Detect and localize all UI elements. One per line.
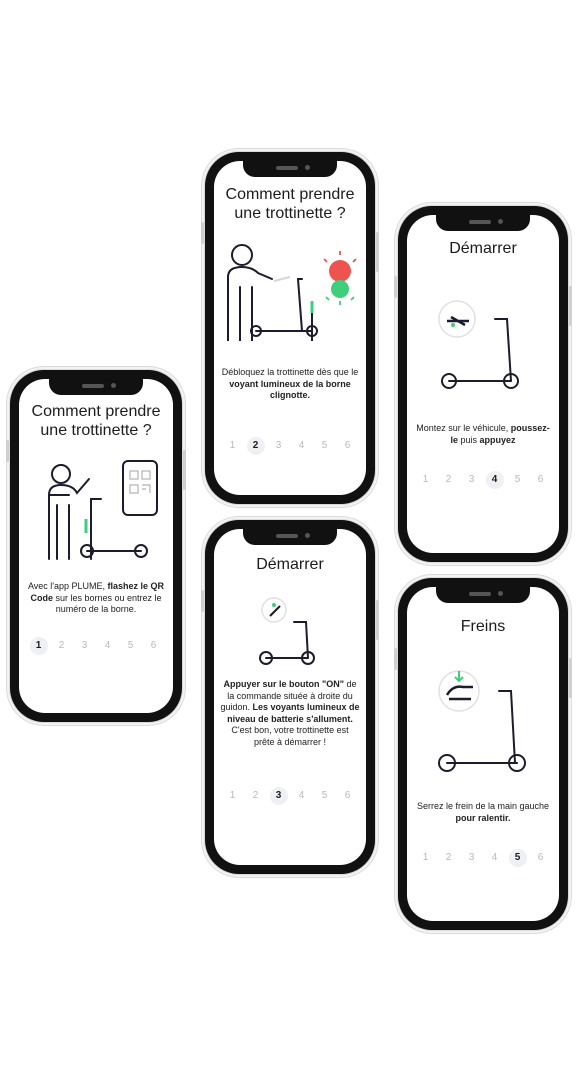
step-3[interactable]: 3 [275, 440, 282, 451]
step-indicator [407, 849, 559, 867]
step-3[interactable]: 3 [81, 640, 88, 651]
screen-step-2 [214, 161, 366, 495]
step-2[interactable]: 2 [247, 437, 265, 455]
description-text: de la commande située à droite du guidon. [220, 679, 357, 712]
step-3[interactable]: 3 [270, 787, 288, 805]
screen-title: Comment prendre une trottinette ? [225, 186, 355, 222]
step-1[interactable]: 1 [422, 474, 429, 485]
screen-step-1 [19, 379, 173, 713]
description-text: poussez-le [450, 423, 550, 445]
step-5[interactable]: 5 [321, 790, 328, 801]
power-on-illustration [250, 596, 330, 666]
description-text: appuyez [479, 434, 516, 445]
step-5[interactable]: 5 [127, 640, 134, 651]
step-indicator [407, 471, 559, 489]
description-text: Avec l'app PLUME, [27, 581, 108, 591]
step-1[interactable]: 1 [229, 440, 236, 451]
step-4[interactable]: 4 [491, 852, 498, 863]
step-5[interactable]: 5 [514, 474, 521, 485]
brake-illustration [433, 665, 533, 775]
description-text: Montez sur le véhicule, [416, 423, 511, 433]
step-1[interactable]: 1 [229, 790, 236, 801]
phone-step-2 [205, 152, 375, 504]
step-description [25, 581, 167, 616]
step-2[interactable]: 2 [58, 640, 65, 651]
screen-step-5 [407, 587, 559, 921]
phone-step-4 [398, 206, 568, 562]
step-5[interactable]: 5 [509, 849, 527, 867]
description-text: Appuyer sur le bouton "ON" [223, 679, 345, 689]
step-4[interactable]: 4 [486, 471, 504, 489]
step-5[interactable]: 5 [321, 440, 328, 451]
step-description [220, 367, 360, 402]
step-2[interactable]: 2 [252, 790, 259, 801]
phone-step-1 [10, 370, 182, 722]
step-3[interactable]: 3 [468, 852, 475, 863]
step-2[interactable]: 2 [445, 474, 452, 485]
step-indicator [214, 787, 366, 805]
notch [243, 161, 337, 177]
step-4[interactable]: 4 [298, 790, 305, 801]
notch [436, 215, 530, 231]
description-text: flashez le QR Code [30, 581, 165, 603]
step-4[interactable]: 4 [104, 640, 111, 651]
notch [49, 379, 143, 395]
notch [436, 587, 530, 603]
step-1[interactable]: 1 [422, 852, 429, 863]
step-indicator [19, 637, 173, 655]
step-6[interactable]: 6 [344, 440, 351, 451]
unlock-illustration [220, 241, 360, 341]
description-text: voyant lumineux de la borne clignotte. [229, 378, 351, 400]
step-6[interactable]: 6 [537, 852, 544, 863]
description-text: Les voyants lumineux de niveau de batterie s'allument. [227, 702, 360, 724]
screen-title: Freins [460, 618, 506, 635]
description-text: pour ralentir. [455, 812, 511, 823]
step-1[interactable]: 1 [30, 637, 48, 655]
step-4[interactable]: 4 [298, 440, 305, 451]
description-text: Débloquez la trottinette dès que le [221, 367, 359, 377]
notch [243, 529, 337, 545]
push-start-illustration [433, 295, 533, 395]
screen-step-3 [214, 529, 366, 865]
screen-title: Comment prendre une trottinette ? [31, 403, 161, 439]
step-indicator [214, 437, 366, 455]
description-text: puis [457, 434, 480, 445]
description-text: Serrez le frein de la main gauche [416, 801, 550, 811]
description-text: C'est bon, votre trottinette est prête à démarrer ! [231, 725, 349, 747]
screen-step-4 [407, 215, 559, 553]
phone-step-5 [398, 578, 568, 930]
step-6[interactable]: 6 [344, 790, 351, 801]
step-description [413, 801, 553, 824]
description-text: sur les bornes ou entrez le numéro de la borne. [52, 592, 162, 614]
step-description [220, 679, 360, 748]
step-6[interactable]: 6 [150, 640, 157, 651]
step-3[interactable]: 3 [468, 474, 475, 485]
step-2[interactable]: 2 [445, 852, 452, 863]
screen-title: Démarrer [449, 240, 517, 257]
step-6[interactable]: 6 [537, 474, 544, 485]
step-description [413, 423, 553, 446]
qr-scan-illustration [31, 459, 161, 569]
screen-title: Démarrer [256, 556, 324, 573]
phone-step-3 [205, 520, 375, 874]
